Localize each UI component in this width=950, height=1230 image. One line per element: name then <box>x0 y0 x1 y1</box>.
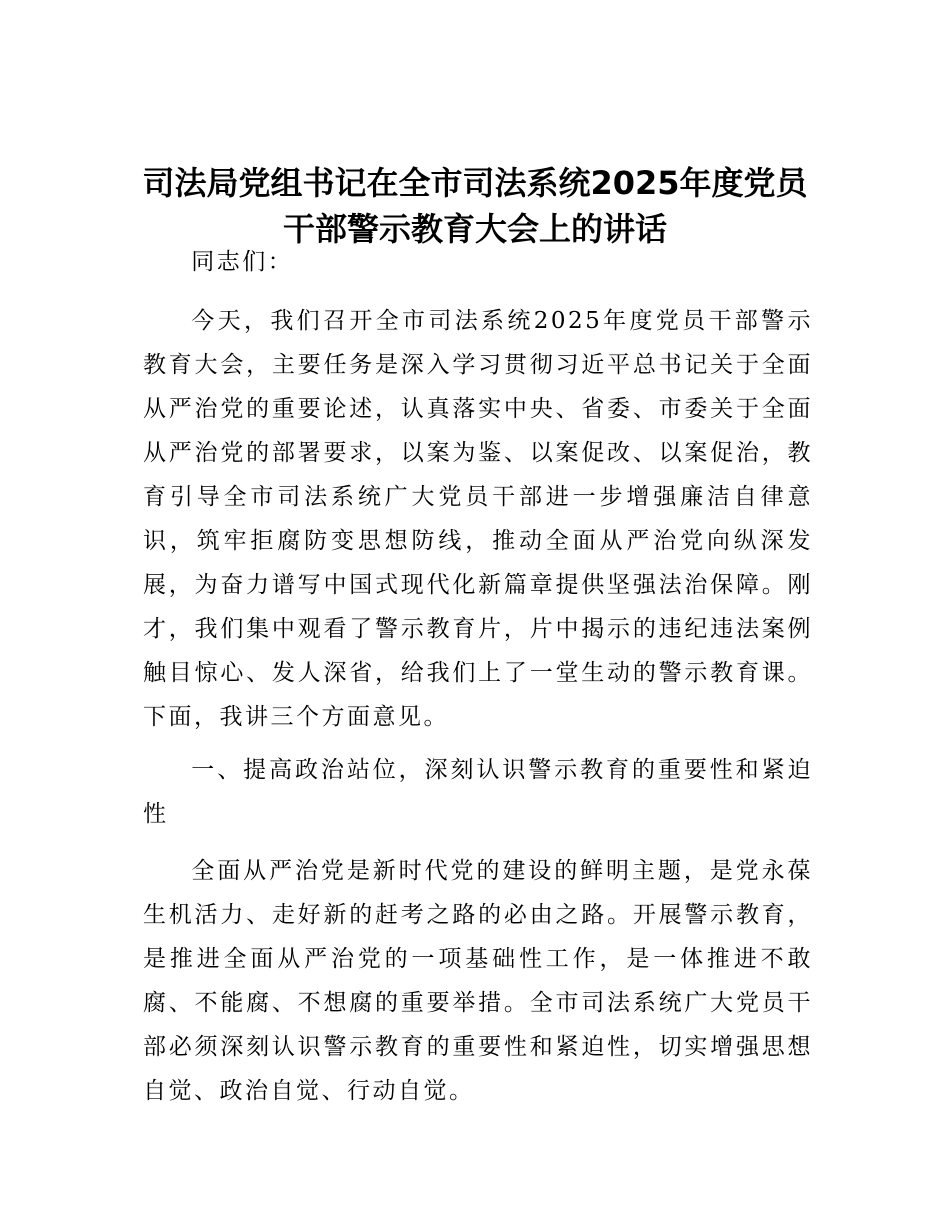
document-body <box>143 240 813 1122</box>
section-heading-1: 一、提高政治站位，深刻认识警示教育的重要性和紧迫性 <box>143 757 813 827</box>
paragraph-section-1: 全面从严治党是新时代党的建设的鲜明主题，是党永葆生机活力、走好新的赶考之路的必由之路。开展警示教育，是推进全面从严治党的一项基础性工作，是一体推进不敢腐、不能腐、不想腐的重要举措。全市司法系统广大党员干部必须深刻认识警示教育的重要性和紧迫性，切实增强思想自觉、政治自觉、行动自觉。 <box>143 858 813 1104</box>
title-line-2: 干部警示教育大会上的讲话 <box>282 210 667 248</box>
salutation: 同志们： <box>191 249 294 275</box>
paragraph-intro: 今天，我们召开全市司法系统2025年度党员干部警示教育大会，主要任务是深入学习贯彻习近平总书记关于全面从严治党的重要论述，认真落实中央、省委、市委关于全面从严治党的部署要求，以案为鉴、以案促改、以案促治，教育引导全市司法系统广大党员干部进一步增强廉洁自律意识，筑牢拒腐防变思想防线，推动全面从严治党向纵深发展，为奋力谱写中国式现代化新篇章提供坚强法治保障。刚才，我们集中观看了警示教育片，片中揭示的违纪违法案例触目惊心、发人深省，给我们上了一堂生动的警示教育课。下面，我讲三个方面意见。 <box>143 308 813 730</box>
document-title <box>100 160 850 252</box>
title-line-1: 司法局党组书记在全市司法系统2025年度党员 <box>142 164 808 202</box>
